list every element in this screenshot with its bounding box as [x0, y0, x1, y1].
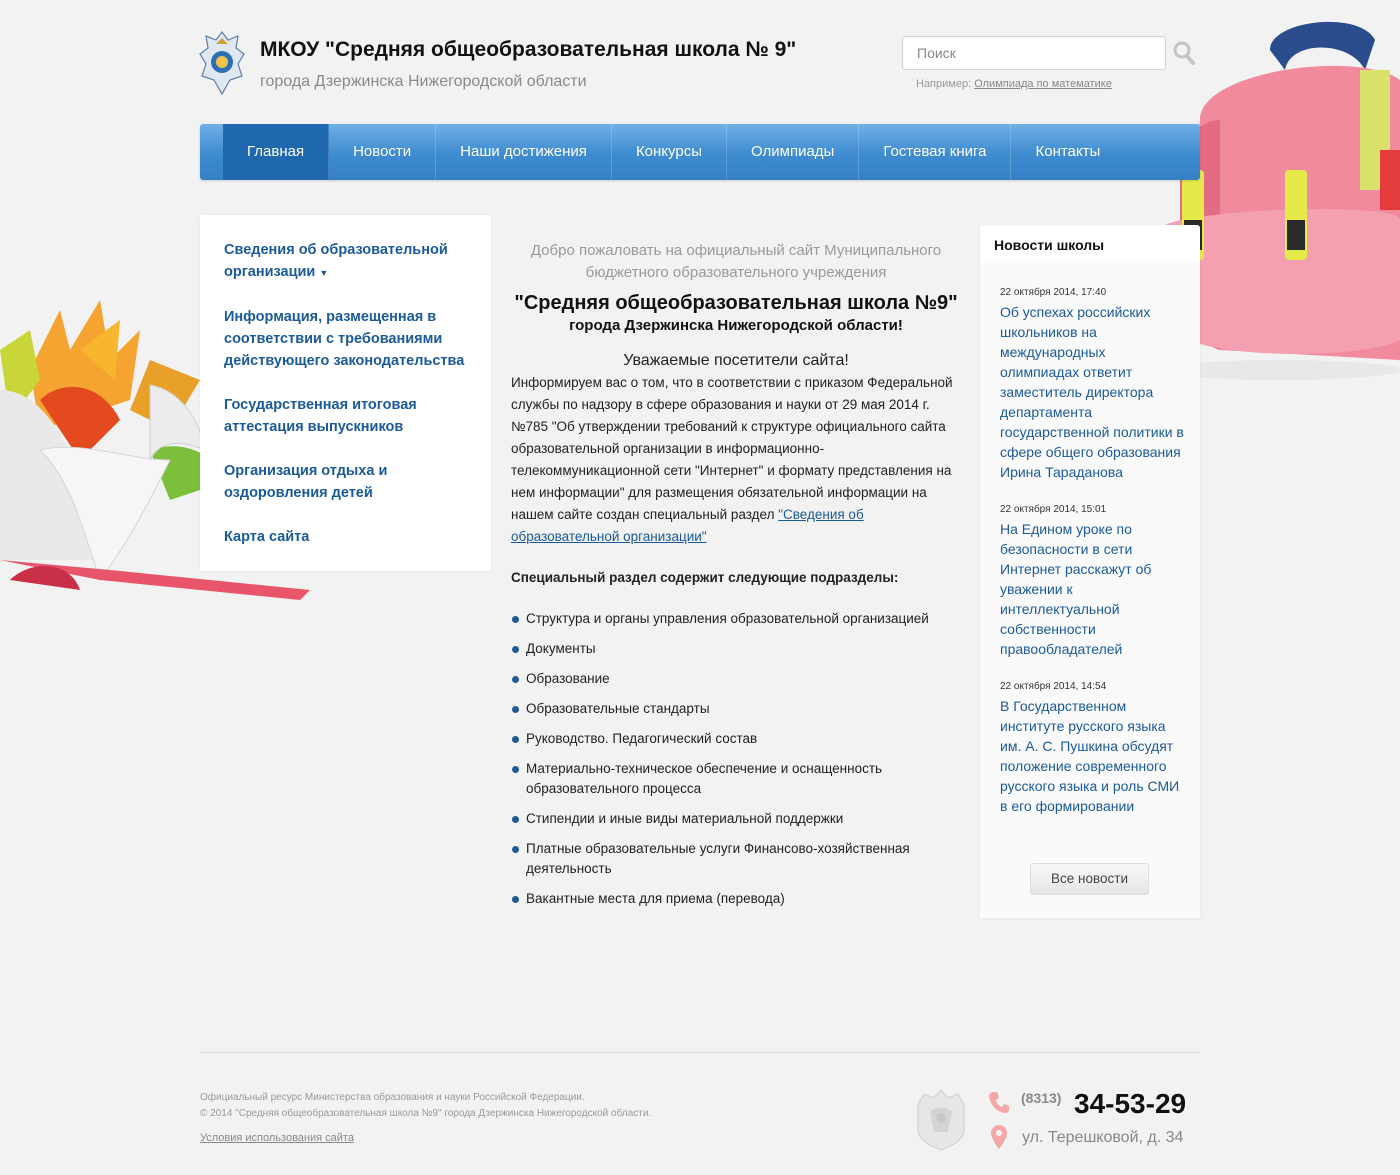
- nav-item-contests[interactable]: Конкурсы: [612, 124, 727, 180]
- news-date: 22 октября 2014, 15:01: [1000, 504, 1107, 515]
- sidebar-item-organization-info[interactable]: [224, 239, 471, 284]
- phone-icon: [988, 1090, 1010, 1114]
- list-item: Вакантные места для приема (перевода): [511, 889, 961, 909]
- footer-divider: [200, 1052, 1200, 1053]
- site-title: МКОУ "Средняя общеобразовательная школа № 9": [260, 38, 797, 61]
- school-logo: [198, 30, 246, 96]
- search-hint-link[interactable]: Олимпиада по математике: [974, 78, 1112, 90]
- list-item: Документы: [511, 639, 961, 659]
- sidebar-item-legal-info[interactable]: Информация, размещенная в соответствии с требованиями действующего законодательства: [224, 309, 465, 369]
- news-date: 22 октября 2014, 17:40: [1000, 287, 1107, 298]
- address: ул. Терешковой, д. 34: [1022, 1129, 1184, 1146]
- list-item: Платные образовательные услуги Финансово-хозяйственная деятельность: [511, 839, 961, 879]
- news-link[interactable]: На Едином уроке по безопасности в сети Интернет расскажут об уважении к интеллектуальной собственности правообладателей: [1000, 521, 1152, 657]
- news-list: [980, 263, 1200, 918]
- school-name-heading: "Средняя общеобразовательная школа №9": [514, 292, 958, 314]
- list-item: Образовательные стандарты: [511, 699, 961, 719]
- news-link[interactable]: В Государственном институте русского языка им. А. С. Пушкина обсудят положение современного русского языка и роль СМИ в его формировании: [1000, 698, 1180, 814]
- news-panel: [980, 225, 1200, 918]
- news-item: [1000, 681, 1186, 816]
- search-input[interactable]: [902, 36, 1166, 70]
- organization-info-link[interactable]: "Сведения об образовательной организации": [511, 507, 864, 544]
- region-emblem-icon: [908, 1086, 974, 1152]
- phone-code: (8313): [1021, 1090, 1062, 1106]
- news-item: [1000, 504, 1186, 659]
- sidebar-item-final-attestation[interactable]: Государственная итоговая аттестация выпускников: [224, 397, 417, 435]
- sidebar-item-children-recreation[interactable]: Организация отдыха и оздоровления детей: [224, 463, 388, 501]
- intro-paragraph: [511, 372, 961, 548]
- nav-item-olympiads[interactable]: Олимпиады: [727, 124, 859, 180]
- main-content: [511, 240, 961, 919]
- all-news-button[interactable]: Все новости: [1030, 863, 1149, 895]
- subsections-heading: Специальный раздел содержит следующие подразделы:: [511, 570, 899, 585]
- nav-item-achievements[interactable]: Наши достижения: [436, 124, 612, 180]
- phone-number: 34-53-29: [1074, 1088, 1187, 1119]
- greeting: Уважаемые посетители сайта!: [623, 352, 849, 369]
- terms-of-use-link[interactable]: Условия использования сайта: [200, 1132, 354, 1144]
- footer-line-1: Официальный ресурс Министерства образования и науки Российской Федерации.: [200, 1092, 585, 1103]
- site-subtitle: города Дзержинска Нижегородской области: [260, 73, 587, 90]
- search-hint: [916, 78, 1112, 90]
- list-item: Руководство. Педагогический состав: [511, 729, 961, 749]
- school-city-heading: города Дзержинска Нижегородской области!: [569, 317, 903, 334]
- list-item: Стипендии и иные виды материальной поддержки: [511, 809, 961, 829]
- footer-copyright: [200, 1090, 651, 1122]
- nav-item-news[interactable]: Новости: [329, 124, 436, 180]
- subsections-list: [511, 609, 961, 909]
- sidebar-item-label: Сведения об образовательной организации: [224, 242, 448, 280]
- list-item: Структура и органы управления образовательной организацией: [511, 609, 961, 629]
- list-item: Материально-техническое обеспечение и оснащенность образовательного процесса: [511, 759, 961, 799]
- sidebar-menu: [200, 215, 491, 571]
- caret-down-icon: ▼: [319, 268, 329, 278]
- news-link[interactable]: Об успехах российских школьников на международных олимпиадах ответит заместитель директора департамента государственной политики в сфере общего образования Ирина Тараданова: [1000, 304, 1184, 480]
- list-item: Образование: [511, 669, 961, 689]
- search-hint-prefix: Например:: [916, 78, 972, 90]
- sidebar-item-sitemap[interactable]: Карта сайта: [224, 529, 310, 545]
- footer-line-2: © 2014 "Средняя общеобразовательная школа №9" города Дзержинска Нижегородской области.: [200, 1108, 652, 1119]
- news-panel-title: Новости школы: [994, 237, 1105, 253]
- welcome-text: Добро пожаловать на официальный сайт Муниципального бюджетного образовательного учреждения: [530, 242, 942, 281]
- search-icon[interactable]: [1172, 40, 1196, 66]
- nav-item-contacts[interactable]: Контакты: [1035, 143, 1101, 160]
- news-item: [1000, 287, 1186, 482]
- news-date: 22 октября 2014, 14:54: [1000, 681, 1107, 692]
- nav-item-guestbook[interactable]: Гостевая книга: [859, 124, 1011, 180]
- main-nav: [200, 124, 1200, 180]
- nav-item-home[interactable]: Главная: [223, 124, 329, 180]
- location-pin-icon: [990, 1124, 1008, 1150]
- intro-text: Информируем вас о том, что в соответствии с приказом Федеральной службы по надзору в сфере образования и науки от 29 мая 2014 г. №785 "Об утверждении требований к структуре официального сайта образовательной организации в информационно-телекоммуникационной сети "Интернет" и формату представления на нем информации" для размещения обязательной информации на нашем сайте создан специальный раздел: [511, 375, 953, 522]
